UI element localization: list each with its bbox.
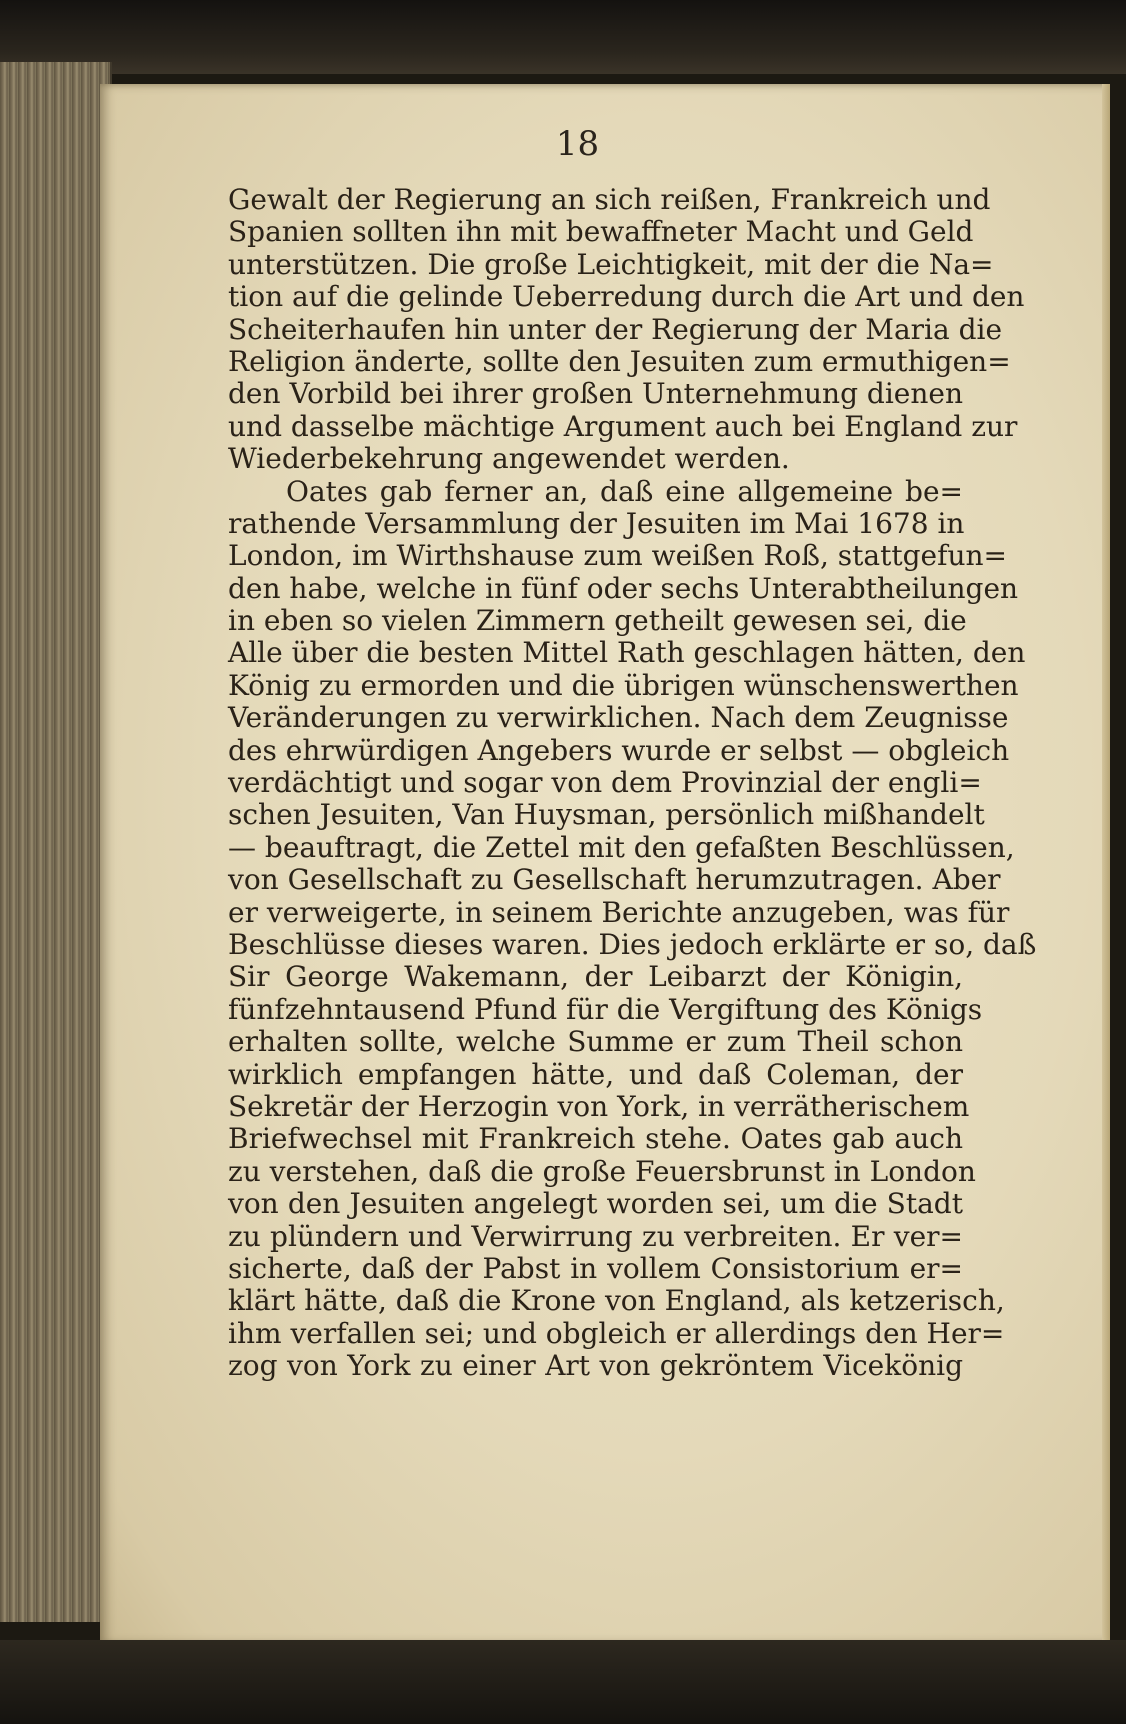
- text-line: und dasselbe mächtige Argument auch bei England zur: [228, 409, 1018, 443]
- text-line: unterstützen. Die große Leichtigkeit, mit der die Na=: [228, 247, 994, 281]
- text-line: klärt hätte, daß die Krone von England, als ketzerisch,: [228, 1284, 1005, 1318]
- text-line: König zu ermorden und die übrigen wünschenswerthen: [228, 668, 1019, 702]
- page-number: 18: [555, 124, 600, 164]
- text-line: zu plündern und Verwirrung zu verbreiten. Er ver=: [228, 1219, 963, 1253]
- text-line: schen Jesuiten, Van Huysman, persönlich mißhandelt: [228, 798, 985, 832]
- text-line: Spanien sollten ihn mit bewaffneter Macht und Geld: [228, 215, 974, 249]
- text-line: verdächtigt und sogar von dem Provinzial der engli=: [228, 766, 982, 800]
- text-line: Sekretär der Herzogin von York, in verrätherischem: [228, 1089, 970, 1123]
- text-line: er verweigerte, in seinem Berichte anzugeben, was für: [228, 895, 1010, 929]
- book-cover-edge: [0, 0, 1126, 74]
- text-line: London, im Wirthshause zum weißen Roß, stattgefun=: [228, 539, 1007, 573]
- body-text: [228, 183, 1037, 1383]
- text-line: Religion änderte, sollte den Jesuiten zum ermuthigen=: [228, 344, 1011, 378]
- text-line: den Vorbild bei ihrer großen Unternehmung dienen: [228, 377, 963, 411]
- text-line: ihm verfallen sei; und obgleich er allerdings den Her=: [228, 1316, 1005, 1350]
- text-line: von den Jesuiten angelegt worden sei, um die Stadt: [228, 1187, 963, 1221]
- text-line: erhalten sollte, welche Summe er zum Theil schon: [228, 1025, 963, 1059]
- text-line: Gewalt der Regierung an sich reißen, Frankreich und: [228, 183, 991, 216]
- text-line: fünfzehntausend Pfund für die Vergiftung des Königs: [228, 992, 983, 1026]
- text-line: zu verstehen, daß die große Feuersbrunst in London: [228, 1154, 976, 1188]
- text-line: — beauftragt, die Zettel mit den gefaßten Beschlüssen,: [228, 830, 1015, 864]
- text-line: Oates gab ferner an, daß eine allgemeine be=: [286, 474, 963, 508]
- text-line: Scheiterhaufen hin unter der Regierung der Maria die: [228, 312, 1003, 346]
- page-right-edge: [1102, 84, 1110, 1644]
- text-line: zog von York zu einer Art von gekröntem Vicekönig: [228, 1349, 963, 1383]
- text-line: rathende Versammlung der Jesuiten im Mai 1678 in: [228, 506, 965, 540]
- page-stack-edge: [0, 62, 112, 1622]
- book-bottom-edge: [0, 1640, 1126, 1724]
- text-line: Beschlüsse dieses waren. Dies jedoch erklärte er so, daß: [228, 927, 1037, 961]
- text-line: tion auf die gelinde Ueberredung durch die Art und den: [228, 280, 1025, 314]
- text-line: Briefwechsel mit Frankreich stehe. Oates gab auch: [228, 1122, 963, 1156]
- text-line: Alle über die besten Mittel Rath geschlagen hätten, den: [228, 636, 1026, 670]
- text-line: Sir George Wakemann, der Leibarzt der Königin,: [228, 960, 963, 994]
- text-line: den habe, welche in fünf oder sechs Unterabtheilungen: [228, 571, 1019, 605]
- text-line: von Gesellschaft zu Gesellschaft herumzutragen. Aber: [228, 863, 1001, 897]
- text-line: in eben so vielen Zimmern getheilt gewesen sei, die: [228, 604, 967, 638]
- text-line: wirklich empfangen hätte, und daß Coleman, der: [228, 1057, 963, 1091]
- text-line: Wiederbekehrung angewendet werden.: [228, 442, 790, 476]
- text-line: sicherte, daß der Pabst in vollem Consistorium er=: [228, 1251, 963, 1285]
- page-sheet: [100, 84, 1110, 1644]
- text-line: des ehrwürdigen Angebers wurde er selbst — obgleich: [228, 733, 1010, 767]
- text-line: Veränderungen zu verwirklichen. Nach dem Zeugnisse: [228, 701, 1009, 735]
